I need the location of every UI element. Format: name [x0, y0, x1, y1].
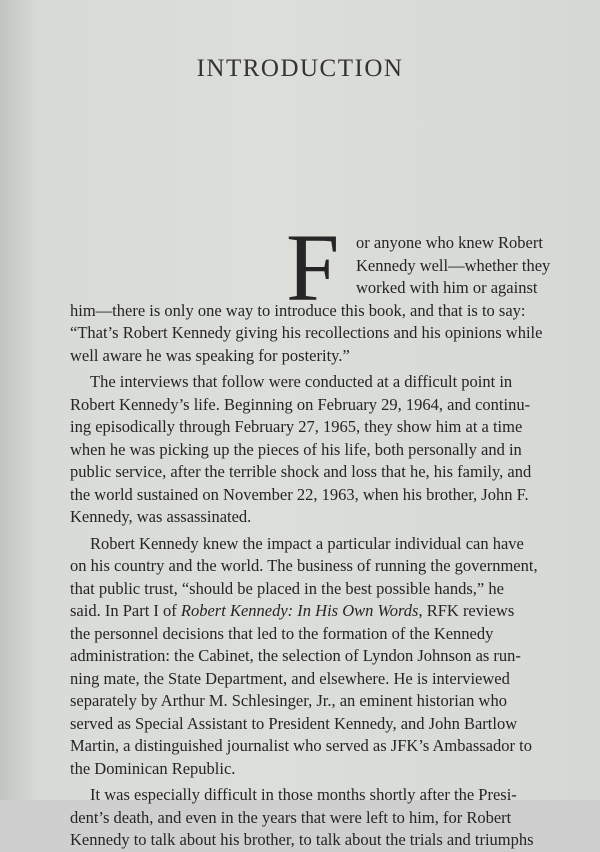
drop-cap: F [286, 214, 340, 321]
text-line: The interviews that follow were conducted at a difficult point in [90, 372, 513, 391]
text-line: worked with him or against [356, 278, 538, 297]
text-line: Robert Kennedy knew the impact a particular individual can have [90, 533, 524, 553]
text-line: Martin, a distinguished journalist who served as JFK’s Ambassador to [70, 736, 532, 755]
text-line: dent’s death, and even in the years that were left to him, for Robert [70, 807, 512, 827]
text-line: the Dominican Republic. [70, 758, 236, 778]
text-line: when he was picking up the pieces of his life, both personally and in [70, 439, 522, 459]
text-line: “That’s Robert Kennedy giving his recollections and his opinions while [70, 323, 543, 342]
text-line: ing episodically through February 27, 1965, they show him at a time [70, 417, 523, 436]
text-line: administration: the Cabinet, the selection of Lyndon Johnson as run- [70, 646, 521, 665]
text-line: the world sustained on November 22, 1963, when his brother, John F. [70, 484, 529, 504]
body-text [70, 214, 570, 852]
text-line: on his country and the world. The business of running the government, [70, 556, 538, 575]
text-line: Robert Kennedy’s life. Beginning on February 29, 1964, and continu- [70, 394, 531, 414]
text-line: separately by Arthur M. Schlesinger, Jr., an eminent historian who [70, 691, 507, 710]
text-line: served as Special Assistant to President Kennedy, and John Bartlow [70, 713, 518, 733]
text-line: well aware he was speaking for posterity.” [70, 345, 350, 365]
text-line: It was especially difficult in those months shortly after the Presi- [90, 785, 517, 804]
text-line: Kennedy to talk about his brother, to talk about the trials and triumphs [70, 830, 534, 849]
text-line: public service, after the terrible shock and loss that he, his family, and [70, 462, 532, 481]
text-line: Kennedy, was assassinated. [70, 507, 252, 526]
text-line: him—there is only one way to introduce this book, and that is to say: [70, 300, 526, 320]
chapter-heading: INTRODUCTION [196, 55, 404, 82]
text-line: or anyone who knew Robert [356, 233, 543, 252]
text-line: Kennedy well—whether they [356, 255, 551, 275]
page-gutter-shadow [0, 0, 40, 800]
text-segment: said. In Part I of [70, 601, 181, 620]
text-line: that public trust, “should be placed in the best possible hands,” he [70, 578, 504, 598]
text-segment: , RFK reviews [418, 601, 515, 620]
text-line: ning mate, the State Department, and elsewhere. He is interviewed [70, 668, 510, 688]
text-line-with-title [70, 600, 570, 623]
text-line: the personnel decisions that led to the formation of the Kennedy [70, 623, 494, 643]
book-title: Robert Kennedy: In His Own Words [180, 601, 419, 620]
